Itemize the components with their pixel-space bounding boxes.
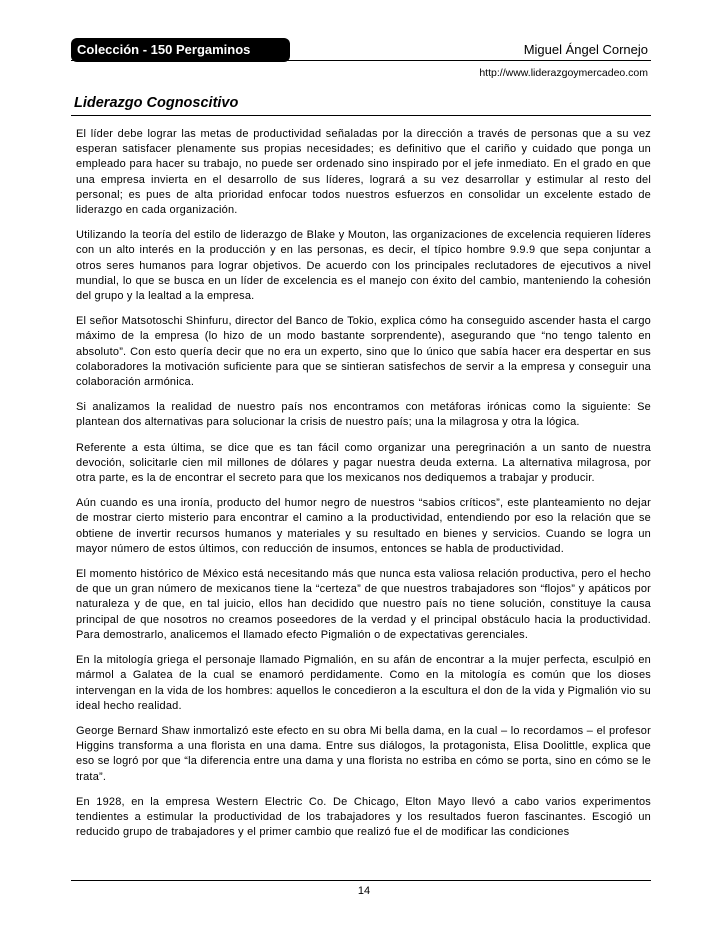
paragraph: En 1928, en la empresa Western Electric Co. De Chicago, Elton Mayo llevó a cabo varios experimentos tendientes a estimular la productividad de los trabajadores y los resultados fueron fascinantes. Escogió un reducido grupo de trabajadores y el primer cambio que realizó fue el de modificar las condiciones bbox=[76, 795, 651, 839]
collection-badge: Colección - 150 Pergaminos bbox=[71, 38, 290, 62]
paragraph: Aún cuando es una ironía, producto del humor negro de nuestros “sabios críticos”, este planteamiento no dejar de mostrar cierto misterio para encontrar el camino a la productividad, entendiendo por eso la relación que se obtiene de invertir recursos humanos y materiales y su resultado en bienes y servicios. Cuando se logra un mayor número de estos últimos, con reducción de insumos, entonces se habla de productividad. bbox=[76, 497, 651, 555]
footer-divider bbox=[71, 880, 651, 881]
paragraph: George Bernard Shaw inmortalizó este efecto en su obra Mi bella dama, en la cual – lo recordamos – el profesor Higgins transforma a una florista en una dama. Entre sus diálogos, la protagonista, Elisa Doolittle, explica que eso se logró por que “la diferencia entre una dama y una florista no estriba en cómo se porta, sino en cómo se le trata”. bbox=[76, 724, 651, 783]
paragraph: En la mitología griega el personaje llamado Pigmalión, en su afán de encontrar a la mujer perfecta, esculpió en mármol a Galatea de la cual se enamoró perdidamente. Como en la mitología es común que los dioses intervengan en la vida de los hombres: aquellos le concedieron a la escultura el don de la vida y Pigmalión vio su ideal hecho realidad. bbox=[76, 654, 651, 712]
title-divider bbox=[71, 115, 651, 116]
paragraph: Utilizando la teoría del estilo de liderazgo de Blake y Mouton, las organizaciones de excelencia requieren líderes con un alto interés en la producción y en las personas, es decir, el típico hombre 9.9.9 que sepa conjuntar a otros seres humanos para lograr objetivos. De acuerdo con los principales reclutadores de ejecutivos a nivel mundial, lo que se busca en un líder de excelencia es el manejo con éxito del cambio, manteniendo la cohesión del grupo y la lealtad a la empresa. bbox=[76, 229, 651, 303]
paragraph: Referente a esta última, se dice que es tan fácil como organizar una peregrinación a un santo de nuestra devoción, solicitarle cien mil millones de dólares y pagar nuestra deuda externa. La alternativa milagrosa, por otra parte, es la de encontrar el secreto para que los mexicanos nos dediquemos a trabajar y producir. bbox=[76, 441, 651, 485]
paragraph: Si analizamos la realidad de nuestro país nos encontramos con metáforas irónicas como la siguiente: Se plantean dos alternativas para solucionar la crisis de nuestro país; una la milagrosa y otra la lógica. bbox=[76, 401, 651, 429]
website-link[interactable]: http://www.liderazgoymercadeo.com bbox=[479, 67, 648, 79]
author-name: Miguel Ángel Cornejo bbox=[523, 42, 648, 57]
header-divider bbox=[71, 60, 651, 61]
section-title: Liderazgo Cognoscitivo bbox=[74, 95, 239, 111]
paragraph: El líder debe lograr las metas de productividad señaladas por la dirección a través de personas que a su vez esperan satisfacer plenamente sus propias necesidades; es definitivo que el cariño y cuidado que ponga un empleado para hacer su trabajo, no puede ser ordenado sino inspirado por el jefe inmediato. En el grado en que una empresa invierta en el desarrollo de sus líderes, logrará a su vez desarrollar y estimular al resto del personal; es pues de alta prioridad enfocar todos nuestros esfuerzos en consolidar un excelente estado de liderazgo en cada organización. bbox=[76, 128, 651, 217]
document-body bbox=[76, 127, 651, 850]
page-number: 14 bbox=[357, 885, 371, 897]
paragraph: El momento histórico de México está necesitando más que nunca esta valiosa relación productiva, pero el hecho de que un gran número de mexicanos tiene la “certeza” de que nuestros trabajadores son “flojos” y apáticos por naturaleza y de que, en tal juicio, ellos han decidido que nuestro país no tiene solución, constituye la causa principal de que nosotros no creamos poseedores de la verdad y el principal obstáculo hacia la productividad. Para demostrarlo, analicemos el llamado efecto Pigmalión o de expectativas gerenciales. bbox=[76, 568, 651, 641]
paragraph: El señor Matsotoschi Shinfuru, director del Banco de Tokio, explica cómo ha conseguido ascender hasta el cargo máximo de la empresa (lo hizo de un modo bastante sorprendente), asegurando que “no tengo talento en absoluto”. Con esto quería decir que no era un experto, sino que lo único que sabía hacer era despertar en sus colaboradores la motivación suficiente para que se sintieran satisfechos de servir a la empresa y conseguir una colaboración armónica. bbox=[76, 315, 651, 389]
